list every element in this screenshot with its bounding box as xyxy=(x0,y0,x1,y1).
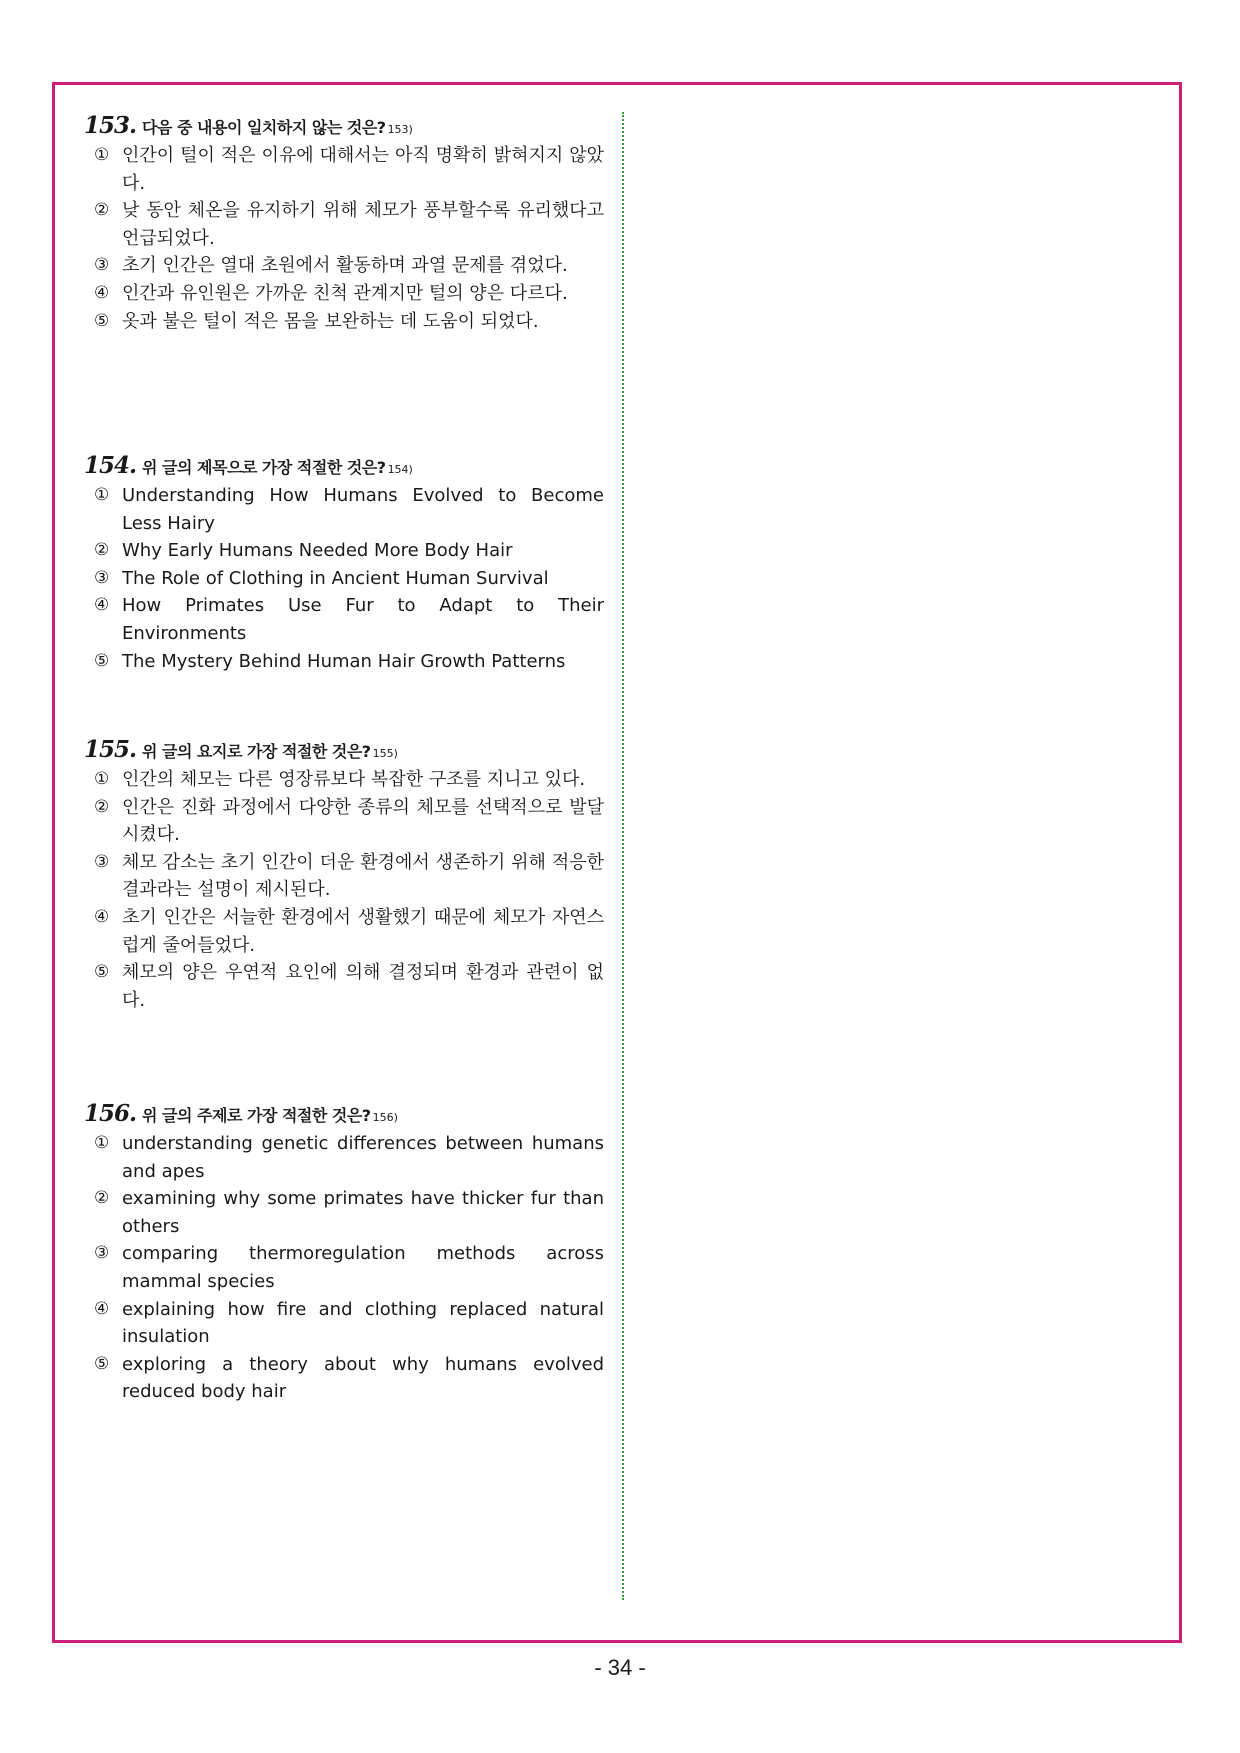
footnote-ref: 155) xyxy=(372,747,398,760)
option-list xyxy=(84,1130,604,1406)
option-mark: ⑤ xyxy=(94,310,110,331)
footnote-ref: 153) xyxy=(387,123,413,136)
option-1[interactable] xyxy=(84,482,604,537)
option-mark: ② xyxy=(94,796,110,817)
option-text: comparing thermoregulation methods across mammal species xyxy=(122,1243,604,1292)
option-text: understanding genetic differences between humans and apes xyxy=(122,1133,604,1182)
option-mark: ④ xyxy=(94,595,110,616)
option-5[interactable] xyxy=(84,1351,604,1406)
question-header xyxy=(84,112,604,142)
option-text: 옷과 불은 털이 적은 몸을 보완하는 데 도움이 되었다. xyxy=(122,310,539,332)
question-prompt: 다음 중 내용이 일치하지 않는 것은? xyxy=(142,118,386,137)
option-list xyxy=(84,766,604,1014)
option-text: The Mystery Behind Human Hair Growth Patterns xyxy=(122,650,566,672)
option-2[interactable] xyxy=(84,794,604,849)
option-1[interactable] xyxy=(84,766,604,794)
option-mark: ⑤ xyxy=(94,1353,110,1374)
option-mark: ③ xyxy=(94,851,110,872)
option-mark: ① xyxy=(94,485,110,505)
option-1[interactable] xyxy=(84,142,604,197)
option-text: Understanding How Humans Evolved to Become Less Hairy xyxy=(122,485,604,534)
option-text: examining why some primates have thicker fur than others xyxy=(122,1188,604,1237)
question-154 xyxy=(84,452,604,675)
option-mark: ④ xyxy=(94,1298,110,1319)
option-mark: ① xyxy=(94,769,110,789)
option-5[interactable] xyxy=(84,648,604,676)
option-text: 인간은 진화 과정에서 다양한 종류의 체모를 선택적으로 발달시켰다. xyxy=(122,796,604,846)
option-text: The Role of Clothing in Ancient Human Survival xyxy=(122,567,549,589)
option-mark: ⑤ xyxy=(94,650,110,671)
page-number: - 34 - xyxy=(594,1655,646,1680)
option-mark: ③ xyxy=(94,567,110,588)
option-5[interactable] xyxy=(84,959,604,1014)
option-list xyxy=(84,142,604,335)
option-4[interactable] xyxy=(84,280,604,308)
column-divider xyxy=(622,112,624,1600)
option-3[interactable] xyxy=(84,1240,604,1295)
option-2[interactable] xyxy=(84,197,604,252)
option-2[interactable] xyxy=(84,1185,604,1240)
option-text: 초기 인간은 열대 초원에서 활동하며 과열 문제를 겪었다. xyxy=(122,255,568,277)
option-mark: ④ xyxy=(94,282,110,303)
question-155 xyxy=(84,736,604,1014)
option-5[interactable] xyxy=(84,308,604,336)
option-text: 체모 감소는 초기 인간이 더운 환경에서 생존하기 위해 적응한 결과라는 설명이 제시된다. xyxy=(122,851,604,901)
option-2[interactable] xyxy=(84,537,604,565)
question-number: 156. xyxy=(84,1100,137,1127)
question-prompt: 위 글의 주제로 가장 적절한 것은? xyxy=(142,1106,371,1125)
option-mark: ③ xyxy=(94,255,110,276)
option-text: 인간이 털이 적은 이유에 대해서는 아직 명확히 밝혀지지 않았다. xyxy=(122,145,604,194)
option-mark: ② xyxy=(94,200,110,221)
question-number: 155. xyxy=(84,736,137,763)
option-mark: ① xyxy=(94,1133,110,1153)
option-text: Why Early Humans Needed More Body Hair xyxy=(122,540,513,562)
footnote-ref: 154) xyxy=(387,463,413,476)
option-3[interactable] xyxy=(84,565,604,593)
question-prompt: 위 글의 제목으로 가장 적절한 것은? xyxy=(142,458,386,477)
option-mark: ② xyxy=(94,1188,110,1209)
option-text: 낮 동안 체온을 유지하기 위해 체모가 풍부할수록 유리했다고 언급되었다. xyxy=(122,200,604,249)
option-1[interactable] xyxy=(84,1130,604,1185)
option-text: 인간의 체모는 다른 영장류보다 복잡한 구조를 지니고 있다. xyxy=(122,769,586,790)
option-text: 체모의 양은 우연적 요인에 의해 결정되며 환경과 관련이 없다. xyxy=(122,962,604,1011)
question-number: 154. xyxy=(84,452,137,479)
question-prompt: 위 글의 요지로 가장 적절한 것은? xyxy=(142,742,371,761)
question-header xyxy=(84,1100,604,1130)
option-4[interactable] xyxy=(84,904,604,959)
option-mark: ② xyxy=(94,540,110,561)
question-153 xyxy=(84,112,604,335)
option-3[interactable] xyxy=(84,849,604,904)
question-header xyxy=(84,452,604,482)
option-mark: ① xyxy=(94,145,110,165)
question-number: 153. xyxy=(84,112,137,139)
option-4[interactable] xyxy=(84,592,604,647)
option-mark: ③ xyxy=(94,1243,110,1264)
option-4[interactable] xyxy=(84,1296,604,1351)
option-text: exploring a theory about why humans evolved reduced body hair xyxy=(122,1353,604,1403)
option-mark: ⑤ xyxy=(94,962,110,983)
option-text: How Primates Use Fur to Adapt to Their Environments xyxy=(122,595,604,644)
option-text: 초기 인간은 서늘한 환경에서 생활했기 때문에 체모가 자연스럽게 줄어들었다. xyxy=(122,906,604,956)
footnote-ref: 156) xyxy=(372,1111,398,1124)
option-3[interactable] xyxy=(84,252,604,280)
question-156 xyxy=(84,1100,604,1406)
option-mark: ④ xyxy=(94,906,110,927)
option-list xyxy=(84,482,604,675)
option-text: explaining how fire and clothing replaced natural insulation xyxy=(122,1298,604,1348)
option-text: 인간과 유인원은 가까운 친척 관계지만 털의 양은 다르다. xyxy=(122,282,568,304)
question-header xyxy=(84,736,604,766)
